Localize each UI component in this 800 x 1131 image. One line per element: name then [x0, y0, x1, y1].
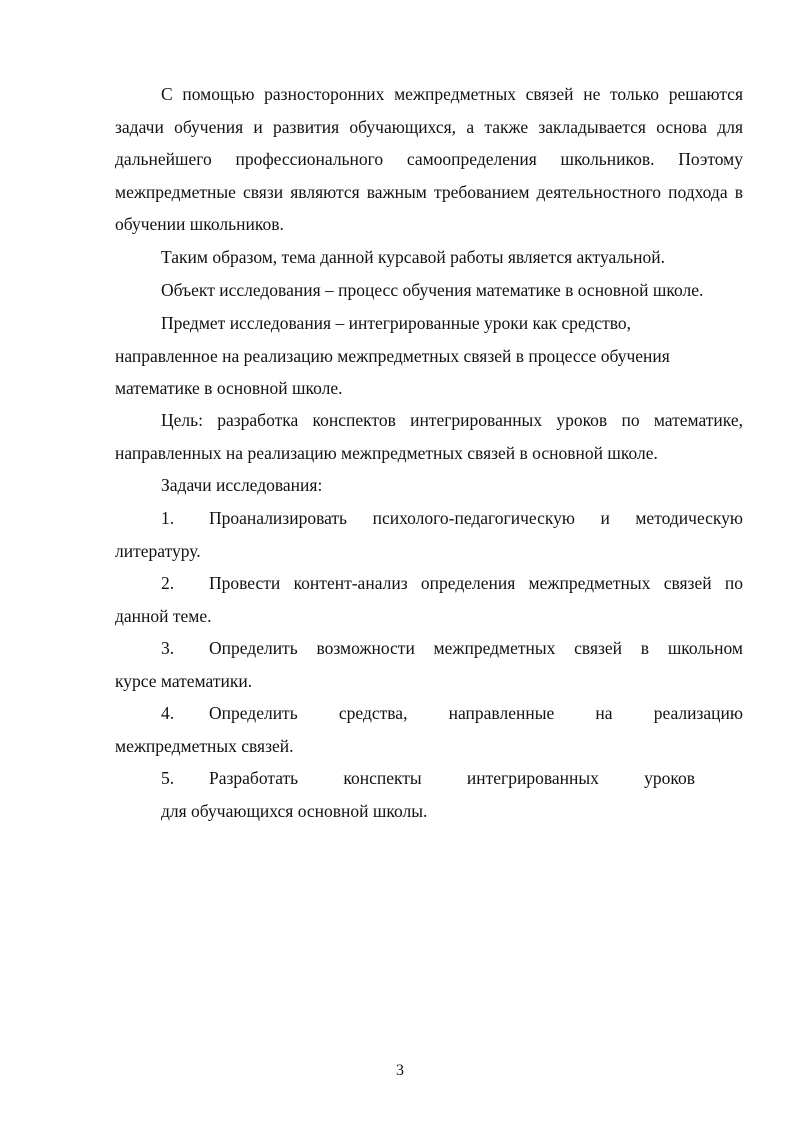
task-item-3	[115, 632, 743, 697]
paragraph-object: Объект исследования – процесс обучения математике в основной школе.	[161, 280, 704, 300]
task-text-continued: данной теме.	[115, 605, 212, 626]
subject-line-1: Предмет исследования – интегрированные уроки как средство,	[161, 313, 631, 333]
task-text: Определить средства, направленные на реализацию	[209, 703, 743, 723]
task-text: Провести контент-анализ определения межпредметных связей по	[209, 573, 743, 593]
subject-line-2: направленное на реализацию межпредметных связей в процессе обучения	[115, 345, 670, 366]
task-number: 2.	[161, 573, 175, 593]
paragraph-subject	[115, 307, 743, 405]
paragraph-goal: Цель: разработка конспектов интегрированных уроков по математике, направленных на реализацию межпредметных связей в основной школе.	[115, 410, 743, 463]
task-item-4	[115, 697, 743, 762]
paragraph-relevance: Таким образом, тема данной курсавой работы является актуальной.	[161, 247, 665, 267]
task-number: 1.	[161, 508, 175, 528]
task-number: 3.	[161, 638, 175, 658]
task-item-2	[115, 567, 743, 632]
task-text-continued: литературу.	[115, 540, 201, 561]
task-number: 5.	[161, 768, 175, 788]
page-number: 3	[396, 1062, 404, 1079]
task-item-1	[115, 502, 743, 567]
paragraph-tasks-heading: Задачи исследования:	[161, 475, 323, 495]
task-text: Определить возможности межпредметных связей в школьном	[209, 638, 743, 658]
task-item-5	[115, 762, 743, 827]
task-number: 4.	[161, 703, 175, 723]
task-text: Разработать конспекты интегрированных уроков	[209, 768, 695, 788]
paragraph-intro: С помощью разносторонних межпредметных связей не только решаются задачи обучения и развития обучающихся, а также закладывается основа для дальнейшего профессионального самоопределения школьников. Поэтому межпредметные связи являются важным требованием деятельностного подхода в обучении школьников.	[115, 84, 743, 235]
task-text-continued: межпредметных связей.	[115, 735, 294, 756]
task-text-continued: для обучающихся основной школы.	[161, 800, 428, 821]
task-text-continued: курсе математики.	[115, 670, 253, 691]
subject-line-3: математике в основной школе.	[115, 378, 343, 399]
task-text: Проанализировать психолого-педагогическую и методическую	[209, 508, 743, 528]
